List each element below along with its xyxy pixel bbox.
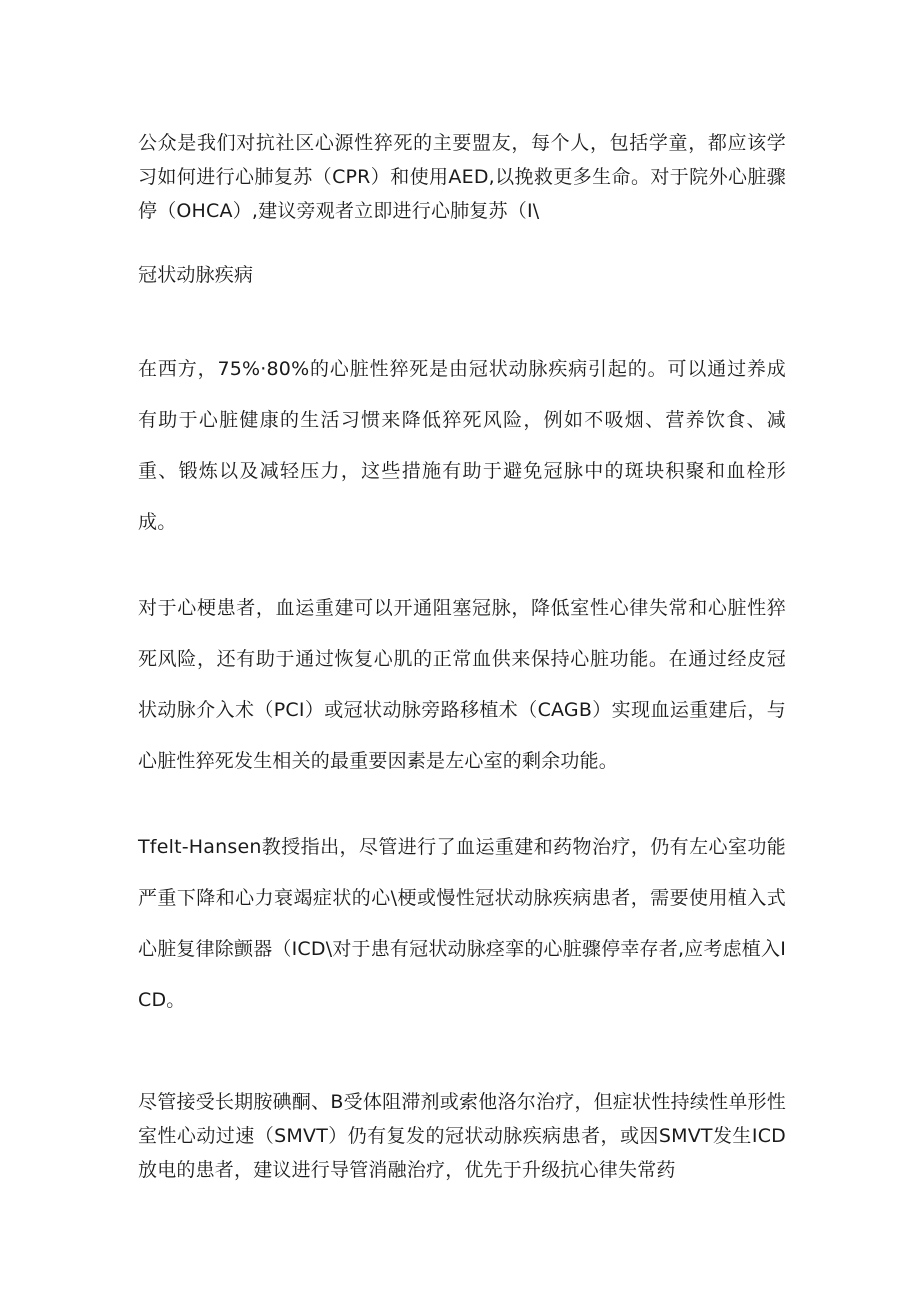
paragraph-icd-recommendation: Tfelt-Hansen教授指出，尽管进行了血运重建和药物治疗，仍有左心室功能严重下降和心力衰竭症状的心\梗或慢性冠状动脉疾病患者，需要使用植入式心脏复律除颤器（ICD\对于患有冠状动脉痉挛的心脏骤停幸存者,应考虑植入ICD。 xyxy=(138,836,786,1011)
paragraph-revascularization: 对于心梗患者，血运重建可以开通阻塞冠脉，降低室性心律失常和心脏性猝死风险，还有助于通过恢复心肌的正常血供来保持心脏功能。在通过经皮冠状动脉介入术（PCI）或冠状动脉旁路移植术（CAGB）实现血运重建后，与心脏性猝死发生相关的最重要因素是左心室的剩余功能。 xyxy=(138,597,786,772)
paragraph-public-cpr: 公众是我们对抗社区心源性猝死的主要盟友，每个人，包括学童，都应该学习如何进行心肺复苏（CPR）和使用AED,以挽救更多生命。对于院外心脏骤停（OHCA）,建议旁观者立即进行心肺复苏（I\ xyxy=(138,132,786,222)
paragraph-western-sudden-death: 在西方，75%·80%的心脏性猝死是由冠状动脉疾病引起的。可以通过养成有助于心脏健康的生活习惯来降低猝死风险，例如不吸烟、营养饮食、减重、锻炼以及减轻压力，这些措施有助于避免冠脉中的斑块积聚和血栓形成。 xyxy=(138,358,786,533)
paragraph-catheter-ablation: 尽管接受长期胺碘酮、B受体阻滞剂或索他洛尔治疗，但症状性持续性单形性室性心动过速（SMVT）仍有复发的冠状动脉疾病患者，或因SMVT发生ICD放电的患者，建议进行导管消融治疗，优先于升级抗心律失常药 xyxy=(138,1091,786,1181)
section-heading-coronary-artery-disease: 冠状动脉疾病 xyxy=(138,264,254,286)
